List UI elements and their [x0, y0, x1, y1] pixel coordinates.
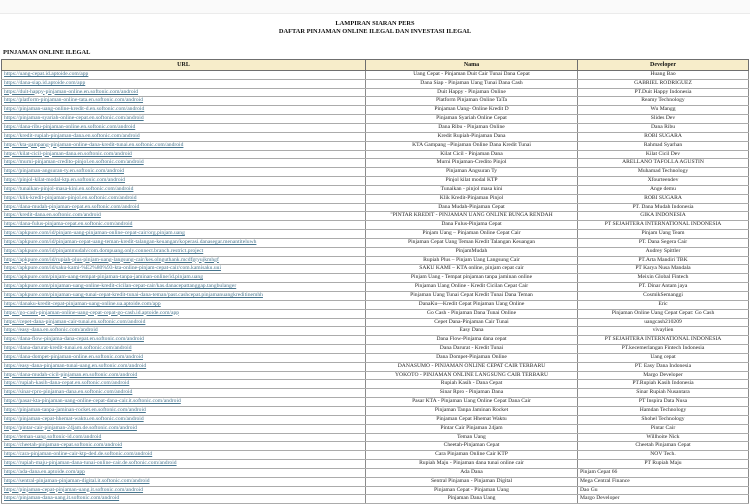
- url-link[interactable]: https://pasar-kta-pinjaman-uang-online-cepat-dana-cair.it.softonic.com/android: [4, 398, 181, 405]
- url-link[interactable]: https://dana-flow-pinjama-dana-cepat.en.softonic.com/android: [4, 336, 144, 343]
- table-row: [2, 247, 749, 256]
- developer-cell: PT.Rupiah Kasih Indonesia: [578, 380, 749, 389]
- url-cell: [2, 486, 366, 495]
- table-row: [2, 292, 749, 301]
- url-cell: [2, 212, 366, 221]
- url-cell: [2, 230, 366, 239]
- nama-cell: Pinjam Uang - Tempat pinjaman tanpa jaminan online: [366, 274, 578, 283]
- table-row: [2, 406, 749, 415]
- nama-cell: Pinjaman Uang Tunai Cepat Kredit Tunai Dana Teman: [366, 292, 578, 301]
- url-cell: [2, 468, 366, 477]
- developer-cell: Uang cepat: [578, 353, 749, 362]
- url-cell: [2, 451, 366, 460]
- table-row: [2, 442, 749, 451]
- developer-cell: uangcash210209: [578, 318, 749, 327]
- nama-cell: Pinjol kilat modal KTP: [366, 177, 578, 186]
- developer-cell: Dana Ribu: [578, 123, 749, 132]
- nama-cell: DanaKu—Kredit Cepat Pinjaman Uang Online: [366, 300, 578, 309]
- nama-cell: Pinjaman Cepat Uang Teman Kredit Talangan Keuangan: [366, 238, 578, 247]
- table-row: [2, 398, 749, 407]
- table-row: [2, 203, 749, 212]
- table-row: [2, 318, 749, 327]
- nama-cell: Pinjaman Uang- Online Kredit D: [366, 106, 578, 115]
- url-link[interactable]: https://pinjol-kilat-modal-ktp.en.softonic.com/android: [4, 177, 126, 184]
- table-row: [2, 274, 749, 283]
- nama-cell: Cheetah-Pinjaman Cepat: [366, 442, 578, 451]
- nama-cell: Platform Pinjaman Online TaTa: [366, 97, 578, 106]
- table-row: [2, 433, 749, 442]
- table-row: [2, 468, 749, 477]
- url-cell: [2, 309, 366, 318]
- url-cell: [2, 132, 366, 141]
- developer-cell: Xfourteendev: [578, 177, 749, 186]
- url-link[interactable]: https://apkpure.com/pinjaman-uang-online-kredit-cicilan-cepat-cair/kas.danacepattanggap.tangbulanger: [4, 283, 237, 290]
- developer-cell: Cheetah Pinjaman Cepat: [578, 442, 749, 451]
- table-row: [2, 141, 749, 150]
- developer-cell: Willhoite Nick: [578, 433, 749, 442]
- developer-cell: Reamy Technology: [578, 97, 749, 106]
- nama-cell: Rupiah Plus – Pinjam Uang Langsung Cair: [366, 256, 578, 265]
- developer-cell: CosmikSemanggi: [578, 292, 749, 301]
- nama-cell: Dana Darurat - Kredit Tunai: [366, 345, 578, 354]
- column-header-nama: Nama: [366, 59, 578, 70]
- developer-cell: Meixin Global Fintech: [578, 274, 749, 283]
- developer-cell: Rahmad Syarhan: [578, 141, 749, 150]
- url-link[interactable]: https://sinar-rpro-pinjaman-dana.en.softonic.com/android: [4, 389, 133, 396]
- table-row: [2, 300, 749, 309]
- table-row: [2, 212, 749, 221]
- developer-cell: PT Inspira Data Nusa: [578, 398, 749, 407]
- developer-cell: vivaylien: [578, 327, 749, 336]
- nama-cell: Pinjaman Uang Online - Kredit Cicilan Cepat Cair: [366, 283, 578, 292]
- developer-cell: PT.kecemerlangan Fintech Indonesia: [578, 345, 749, 354]
- developer-cell: PT.Duit Happy Indonesia: [578, 88, 749, 97]
- url-cell: [2, 398, 366, 407]
- nama-cell: Pinjam Uang – Pinjaman Online Cepat Cair: [366, 230, 578, 239]
- developer-cell: NOV Tech.: [578, 451, 749, 460]
- url-link[interactable]: https://apkpure.com/id/saku-kami-%E2%80%93-kta-online-pinjam-cepat-cair/com.kamisaku.uui: [4, 265, 222, 272]
- nama-cell: Easy Dana: [366, 327, 578, 336]
- developer-cell: Pintar Cair: [578, 424, 749, 433]
- url-link[interactable]: https://kredit-dana.en.softonic.com/android: [4, 212, 101, 219]
- illegal-loans-table: [1, 59, 749, 504]
- table-header-row: [2, 59, 749, 70]
- developer-cell: Audrey Spittler: [578, 247, 749, 256]
- url-cell: [2, 406, 366, 415]
- nama-cell: Duit Happy - Pinjaman Online: [366, 88, 578, 97]
- table-row: [2, 185, 749, 194]
- url-cell: [2, 159, 366, 168]
- nama-cell: Pasar KTA - Pinjaman Uang Online Cepat Dana Cair: [366, 398, 578, 407]
- developer-cell: Shohel Technology: [578, 415, 749, 424]
- nama-cell: KTA Gampang –Pinjaman Online Dana Kredit Tunai: [366, 141, 578, 150]
- nama-cell: Pintar Cair Pinjaman 24jam: [366, 424, 578, 433]
- nama-cell: Tunaikan - pinjol masa kini: [366, 185, 578, 194]
- document-header-line1: LAMPIRAN SIARAN PERS: [335, 20, 415, 27]
- table-row: [2, 221, 749, 230]
- url-cell: [2, 168, 366, 177]
- url-cell: [2, 150, 366, 159]
- developer-cell: PT Rupiah Maju: [578, 460, 749, 469]
- table-row: [2, 283, 749, 292]
- url-cell: [2, 415, 366, 424]
- nama-cell: Pinjaman Cepat - Pinjaman Uang: [366, 486, 578, 495]
- developer-cell: GABRIEL RODRIGUEZ: [578, 79, 749, 88]
- url-cell: [2, 79, 366, 88]
- url-cell: [2, 70, 366, 79]
- developer-cell: Kilat Cicil Dev: [578, 150, 749, 159]
- nama-cell: Murni Pinjaman-Credito Pinjol: [366, 159, 578, 168]
- table-row: [2, 132, 749, 141]
- nama-cell: "PINTAR KREDIT - PINJAMAN UANG ONLINE BUNGA RENDAH: [366, 212, 578, 221]
- developer-cell: PT. Dana Mudah Indonesia: [578, 203, 749, 212]
- url-link[interactable]: https://dana-fulus-pinjama-cepat.en.softonic.com/android: [4, 221, 133, 228]
- url-cell: [2, 238, 366, 247]
- url-link[interactable]: https://rupiah-maju-pinjaman-dana-tunai-online-cair.de.softonic.com/android: [4, 460, 177, 467]
- url-cell: [2, 380, 366, 389]
- url-link[interactable]: https://pinjaman-dana-uang.it.softonic.com/android: [4, 495, 120, 502]
- url-link[interactable]: https://danaku-kredit-cepat-pinjaman-uang-online.ua.aptoide.com/app: [4, 300, 161, 307]
- url-link[interactable]: https://dana-ribu-pinjaman-online.en.softonic.com/android: [4, 123, 136, 130]
- url-link[interactable]: https://uang-cepat.id.aptoide.com/app: [4, 70, 89, 77]
- nama-cell: Ada Dana: [366, 468, 578, 477]
- table-row: [2, 265, 749, 274]
- url-link[interactable]: https://go-cash-pinjaman-online-uang-cepat-cepat-go-cash.id.aptoide.com/app: [4, 309, 180, 316]
- developer-cell: ROBI SUGARA: [578, 194, 749, 203]
- developer-cell: Sinar Rupiah Nusantara: [578, 389, 749, 398]
- nama-cell: Rupiah Maju - Pinjaman dana tunai online cair: [366, 460, 578, 469]
- developer-cell: PT.Arta Mandiri TBK: [578, 256, 749, 265]
- nama-cell: Dana Mudah-Pinjaman Cepat: [366, 203, 578, 212]
- table-row: [2, 477, 749, 486]
- table-row: [2, 106, 749, 115]
- developer-cell: ROBI SUGARA: [578, 132, 749, 141]
- url-link[interactable]: https://cepet-dana-pinjaman-cair-tunai.en.softonic.com/android: [4, 318, 146, 325]
- url-link[interactable]: https://pinjaman-syariah-online-cepat.en.softonic.com/android: [4, 115, 144, 122]
- nama-cell: Sentral Pinjaman - Pinjaman Digital: [366, 477, 578, 486]
- developer-cell: Mega Central Finance: [578, 477, 749, 486]
- table-row: [2, 79, 749, 88]
- url-cell: [2, 318, 366, 327]
- developer-cell: PT. Dana Segera Cair: [578, 238, 749, 247]
- section-title: PINJAMAN ONLINE ILEGAL: [3, 48, 91, 56]
- nama-cell: Dana Ribu - Pinjaman Online: [366, 123, 578, 132]
- developer-cell: Slides Dev: [578, 115, 749, 124]
- nama-cell: Cepet Dana-Pinjaman Cair Tunai: [366, 318, 578, 327]
- url-cell: [2, 203, 366, 212]
- developer-cell: Wu Mangg: [578, 106, 749, 115]
- url-cell: [2, 115, 366, 124]
- nama-cell: Pinjaman Dana Uang: [366, 495, 578, 504]
- url-link[interactable]: https://tunaikan-pinjol-masa-kini.en.softonic.com/android: [4, 185, 134, 192]
- url-cell: [2, 283, 366, 292]
- developer-cell: Ange demu: [578, 185, 749, 194]
- url-link[interactable]: https://apkpure.com/pinjaman-uang-tunai-cepat-kredit-tunai-dana-teman/past.cashcepat.pinjamanuangkreditinemhh: [4, 292, 263, 298]
- url-cell: [2, 88, 366, 97]
- table-row: [2, 97, 749, 106]
- developer-cell: GIKA INDONESIA: [578, 212, 749, 221]
- nama-cell: SAKU KAMI – KTA online, pinjam cepat cair: [366, 265, 578, 274]
- nama-cell: Dana Siap - Pinjaman Uang Tunai Dana Cash: [366, 79, 578, 88]
- url-link[interactable]: https://kredit-rupiah-pinjaman-dana.en.softonic.com/android: [4, 132, 140, 139]
- url-cell: [2, 345, 366, 354]
- url-link[interactable]: https://kilat-cicil-pinjaman-dana.en.softonic.com/android: [4, 150, 132, 157]
- table-row: [2, 460, 749, 469]
- url-link[interactable]: https://cara-pinjaman-online-cair-ktp-ded.de.softonic.com/android: [4, 451, 153, 458]
- page-top-gutter: [0, 0, 750, 14]
- table-row: [2, 194, 749, 203]
- url-cell: [2, 106, 366, 115]
- url-link[interactable]: https://teman-uang.softonic-id.com/android: [4, 433, 102, 440]
- url-cell: [2, 442, 366, 451]
- nama-cell: Uang Cepat - Pinjaman Duit Cair Tunai Dana Cepat: [366, 70, 578, 79]
- table-row: [2, 70, 749, 79]
- nama-cell: Cara Pinjaman Online Cair KTP: [366, 451, 578, 460]
- url-cell: [2, 327, 366, 336]
- developer-cell: Pinjam Uang Team: [578, 230, 749, 239]
- url-link[interactable]: https://dana-dompet-pinjaman-online.en.softonic.com/android: [4, 353, 144, 360]
- url-cell: [2, 424, 366, 433]
- table-row: [2, 336, 749, 345]
- table-row: [2, 159, 749, 168]
- table-row: [2, 451, 749, 460]
- nama-cell: Kredit Rupiah-Pinjaman Dana: [366, 132, 578, 141]
- developer-cell: PT. Easy Dana Indonesia: [578, 362, 749, 371]
- url-link[interactable]: https://klik-kredit-pinjaman-pinjol.en.softonic.com/android: [4, 194, 137, 201]
- table-row: [2, 88, 749, 97]
- nama-cell: Pinjaman Syariah Online Cepat: [366, 115, 578, 124]
- url-cell: [2, 274, 366, 283]
- nama-cell: Teman Uang: [366, 433, 578, 442]
- nama-cell: Dana Fulus-Pinjama Cepat: [366, 221, 578, 230]
- url-link[interactable]: https://apkpure.com/id/rupiah-plus-pinjam-uang-langsung-cair/kes.olnguthank.mcdfgryujkmhgf: [4, 256, 219, 263]
- table-row: [2, 230, 749, 239]
- table-row: [2, 123, 749, 132]
- table-row: [2, 486, 749, 495]
- url-link[interactable]: https://easy-dana.en.softonic.com/android: [4, 327, 98, 334]
- url-link[interactable]: https://dana-mudah-cicil-pinjaman.en.softonic.com/android: [4, 371, 138, 378]
- table-row: [2, 495, 749, 504]
- url-link[interactable]: https://cheetah-pinjaman-cepat.softonic.com/android: [4, 442, 123, 449]
- table-body: [2, 70, 749, 503]
- url-cell: [2, 194, 366, 203]
- nama-cell: Rupiah Kasih - Dana Cepat: [366, 380, 578, 389]
- nama-cell: Pinjaman Cepat Hhemat Waktu: [366, 415, 578, 424]
- developer-cell: Muhamad Technology: [578, 168, 749, 177]
- nama-cell: Klik Kredit-Pinjaman Pinjol: [366, 194, 578, 203]
- developer-cell: ARELLANO TAFOLLA AGUSTIN: [578, 159, 749, 168]
- url-link[interactable]: https://kta-gampang-pinjaman-online-dana-kredit-tunai.en.softonic.com/android: [4, 141, 184, 148]
- nama-cell: Pinjaman Angsuran Ty: [366, 168, 578, 177]
- url-link[interactable]: https://rupiah-kasih-dana-cepat.en.softonic.com/android: [4, 380, 130, 387]
- url-cell: [2, 265, 366, 274]
- table-row: [2, 424, 749, 433]
- nama-cell: Dana Flow-Pinjama dana cepat: [366, 336, 578, 345]
- table-row: [2, 256, 749, 265]
- url-cell: [2, 389, 366, 398]
- url-link[interactable]: https://pinjaman-angsuran-ty.en.softonic.com/android: [4, 168, 125, 175]
- table-row: [2, 389, 749, 398]
- column-header-url: URL: [2, 59, 366, 70]
- nama-cell: Go Cash - Pinjaman Dana Tunai Online: [366, 309, 578, 318]
- url-cell: [2, 362, 366, 371]
- document-header: [0, 20, 750, 37]
- table-row: [2, 238, 749, 247]
- url-cell: [2, 247, 366, 256]
- url-cell: [2, 123, 366, 132]
- table-row: [2, 150, 749, 159]
- table-row: [2, 327, 749, 336]
- url-link[interactable]: https://murni-pinjaman-credito-pinjol.en.softonic.com/android: [4, 159, 144, 166]
- table-row: [2, 177, 749, 186]
- url-link[interactable]: https://sentral-pinjaman-pinjaman-digital.it.softonic.com/android: [4, 477, 150, 484]
- url-cell: [2, 371, 366, 380]
- developer-cell: Pinjam Cepat 66: [578, 468, 749, 477]
- url-cell: [2, 336, 366, 345]
- table-row: [2, 380, 749, 389]
- url-cell: [2, 185, 366, 194]
- url-link[interactable]: https://apkpure.com/id/pinjam-uang-pinjaman-online-cepat-cair/org.pinjam.uang: [4, 230, 185, 237]
- nama-cell: YOKOTO - PINJAMAN ONLINE LANGSUNG CAIR TERBARU: [366, 371, 578, 380]
- table-row: [2, 345, 749, 354]
- developer-cell: PT SEJAHTERA INTERNATIONAL INDONESIA: [578, 221, 749, 230]
- developer-cell: Huang Bao: [578, 70, 749, 79]
- url-cell: [2, 256, 366, 265]
- nama-cell: Kilat Cicil - Pinjaman Dana: [366, 150, 578, 159]
- table-row: [2, 371, 749, 380]
- table-row: [2, 415, 749, 424]
- nama-cell: Sinar Rpro - Pinjaman Dana: [366, 389, 578, 398]
- url-link[interactable]: https://apkpure.com/pinjam-uang-tempat-pinjaman-tanpa-jaminan-online/id.pinjam.uang: [4, 274, 203, 281]
- url-link[interactable]: https://pinjaman-tanpa-jaminan-rocket.en.softonic.com/android: [4, 406, 146, 413]
- url-cell: [2, 97, 366, 106]
- document-header-line2: DAFTAR PINJAMAN ONLINE ILEGAL DAN INVESTASI ILEGAL: [278, 28, 472, 36]
- column-header-developer: Developer: [578, 59, 749, 70]
- developer-cell: Margo Developer: [578, 495, 749, 504]
- url-link[interactable]: https://platform-pinjaman-online-tata.en.softonic.com/android: [4, 97, 144, 104]
- table-row: [2, 353, 749, 362]
- developer-cell: PT. Dinar Antam jaya: [578, 283, 749, 292]
- url-link[interactable]: https://duit-happy-pinjaman-online.en.softonic.com/android: [4, 88, 139, 95]
- url-cell: [2, 292, 366, 301]
- table-row: [2, 168, 749, 177]
- url-cell: [2, 141, 366, 150]
- url-link[interactable]: https://pintar-cair-pinjaman-24jam.de.softonic.com/android: [4, 424, 137, 431]
- developer-cell: PT SEJAHTERA INTERNATIONAL INDONESIA: [578, 336, 749, 345]
- url-link[interactable]: https://dana-mudah-pinjaman-cepat.en.softonic.com/android: [4, 203, 140, 210]
- url-cell: [2, 221, 366, 230]
- url-link[interactable]: https://apkpure.com/id/pinjaman-cepat-uang-teman-kredit-talangan-keuangan/koperasi.danasegar.menantiteluwh: [4, 238, 257, 245]
- table-row: [2, 309, 749, 318]
- developer-cell: Hamdan Technology: [578, 406, 749, 415]
- url-link[interactable]: https://pinjaman-cepat-hhemat-waktu.en.softonic.com/android: [4, 415, 144, 422]
- nama-cell: Pinjaman Tanpa Jaminan Rocket: [366, 406, 578, 415]
- nama-cell: DANASUMO - PINJAMAN ONLINE CEPAT CAIR TERBARU: [366, 362, 578, 371]
- url-link[interactable]: https://dana-darurat-kredit-tunai.en.softonic.com/android: [4, 345, 132, 352]
- table-row: [2, 362, 749, 371]
- url-cell: [2, 177, 366, 186]
- url-cell: [2, 495, 366, 504]
- nama-cell: Dana Dompet-Pinjaman Online: [366, 353, 578, 362]
- developer-cell: PT Karya Nusa Mandala: [578, 265, 749, 274]
- table-row: [2, 115, 749, 124]
- url-link[interactable]: https://dana-siap.id.aptoide.com/app: [4, 79, 86, 86]
- url-link[interactable]: https://easy-dana-pinjaman-tunai-uang.en.softonic.com/android: [4, 362, 147, 369]
- url-link[interactable]: https://pinjaman-cepat-pinjaman-uang.it.softonic.com/android: [4, 486, 144, 493]
- developer-cell: Margo Developer: [578, 371, 749, 380]
- developer-cell: Eric: [578, 300, 749, 309]
- url-cell: [2, 300, 366, 309]
- url-cell: [2, 460, 366, 469]
- url-cell: [2, 433, 366, 442]
- url-cell: [2, 477, 366, 486]
- nama-cell: PinjamMudah: [366, 247, 578, 256]
- url-link[interactable]: https://pinjaman-uang-online-kredit-d.en.softonic.com/android: [4, 106, 145, 113]
- url-link[interactable]: https://ada-dana.en.aptoide.com/app: [4, 468, 85, 475]
- url-cell: [2, 353, 366, 362]
- developer-cell: Pinjaman Online Uang Cepat Cepat: Go Cash: [578, 309, 749, 318]
- url-link[interactable]: https://apkpure.com/id/pinjammudah/com.dompuang.only.connect.branch.restrict.project: [4, 247, 204, 254]
- developer-cell: Dao Gu: [578, 486, 749, 495]
